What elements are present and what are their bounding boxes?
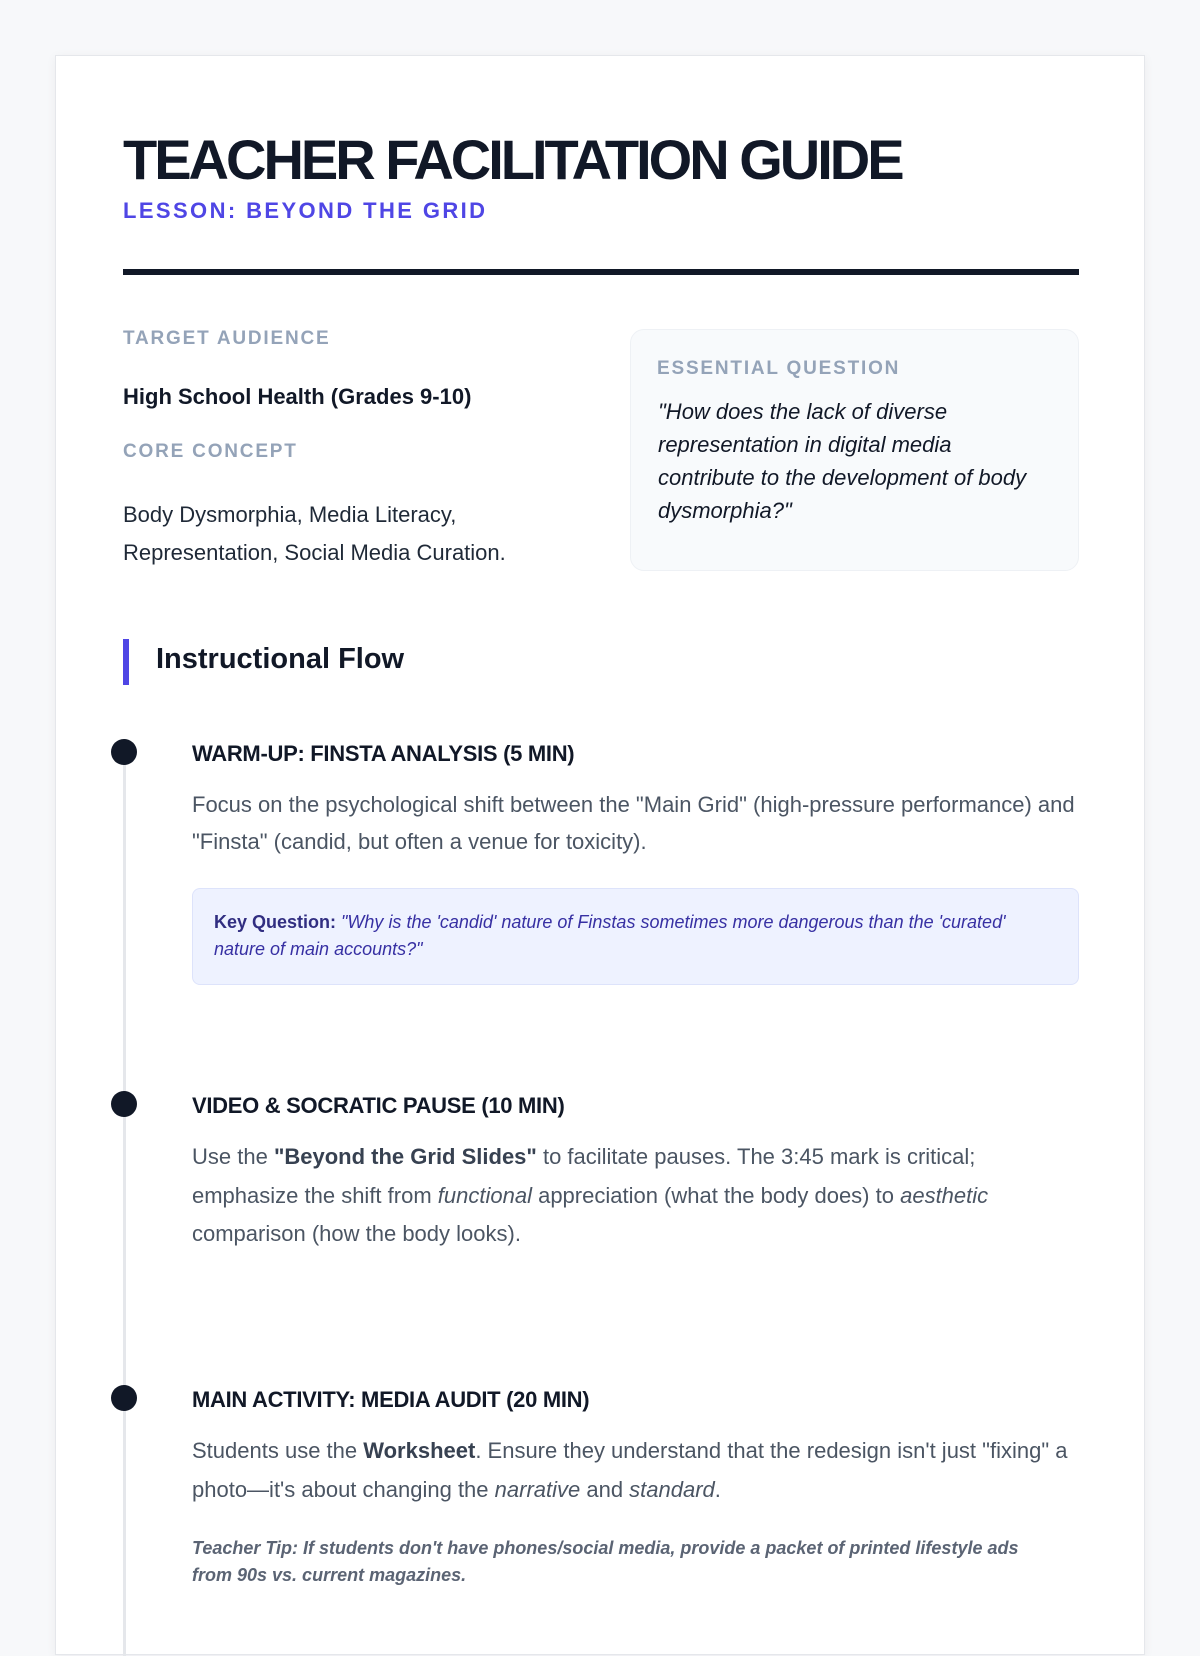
step-text-main-activity: Students use the Worksheet. Ensure they understand that the redesign isn't just "fixing" a photo—it's about changing the narrative and standard. <box>192 1438 1068 1502</box>
title-divider <box>123 269 1079 275</box>
step-text-warm-up: Focus on the psychological shift between the "Main Grid" (high-pressure performance) and "Finsta" (candid, but often a venue for toxicity). <box>192 792 1075 854</box>
lesson-subtitle: LESSON: BEYOND THE GRID <box>123 198 488 223</box>
core-concept-label: CORE CONCEPT <box>123 441 298 462</box>
step-title-main-activity: MAIN ACTIVITY: MEDIA AUDIT (20 MIN) <box>192 1387 590 1412</box>
step-text-video: Use the "Beyond the Grid Slides" to facilitate pauses. The 3:45 mark is critical; emphasize the shift from functional appreciation (what the body does) to aesthetic comparison (how the body looks). <box>192 1144 989 1246</box>
essential-question-text: "How does the lack of diverse representation in digital media contribute to the development of body dysmorphia?" <box>658 399 1027 523</box>
step-title-warm-up: WARM-UP: FINSTA ANALYSIS (5 MIN) <box>192 741 575 766</box>
step-title-video: VIDEO & SOCRATIC PAUSE (10 MIN) <box>192 1093 565 1118</box>
worksheet-reference: Worksheet <box>363 1438 476 1463</box>
slides-reference: "Beyond the Grid Slides" <box>273 1144 537 1169</box>
teacher-tip: Teacher Tip: If students don't have phones/social media, provide a packet of printed lifestyle ads from 90s vs. current magazines. <box>192 1538 1019 1585</box>
key-question-text: "Why is the 'candid' nature of Finstas sometimes more dangerous than the 'curated' nature of main accounts?" <box>214 912 1006 959</box>
timeline-dot <box>111 1091 137 1117</box>
timeline-line <box>123 1396 126 1656</box>
timeline-line <box>123 750 126 1094</box>
key-question-callout <box>192 888 1079 985</box>
essential-question-card <box>630 329 1079 571</box>
timeline-line <box>123 1102 126 1386</box>
page-title: TEACHER FACILITATION GUIDE <box>123 128 902 191</box>
core-concept-value: Body Dysmorphia, Media Literacy, Representation, Social Media Curation. <box>123 502 506 565</box>
target-audience-label: TARGET AUDIENCE <box>123 328 331 349</box>
section-accent-bar <box>123 639 129 685</box>
timeline-dot <box>111 1385 137 1411</box>
timeline-dot <box>111 739 137 765</box>
target-audience-value: High School Health (Grades 9-10) <box>123 384 472 409</box>
section-title: Instructional Flow <box>156 643 405 675</box>
key-question-label: Key Question: <box>214 912 337 932</box>
guide-page <box>55 55 1145 1655</box>
essential-question-label: ESSENTIAL QUESTION <box>657 358 901 379</box>
